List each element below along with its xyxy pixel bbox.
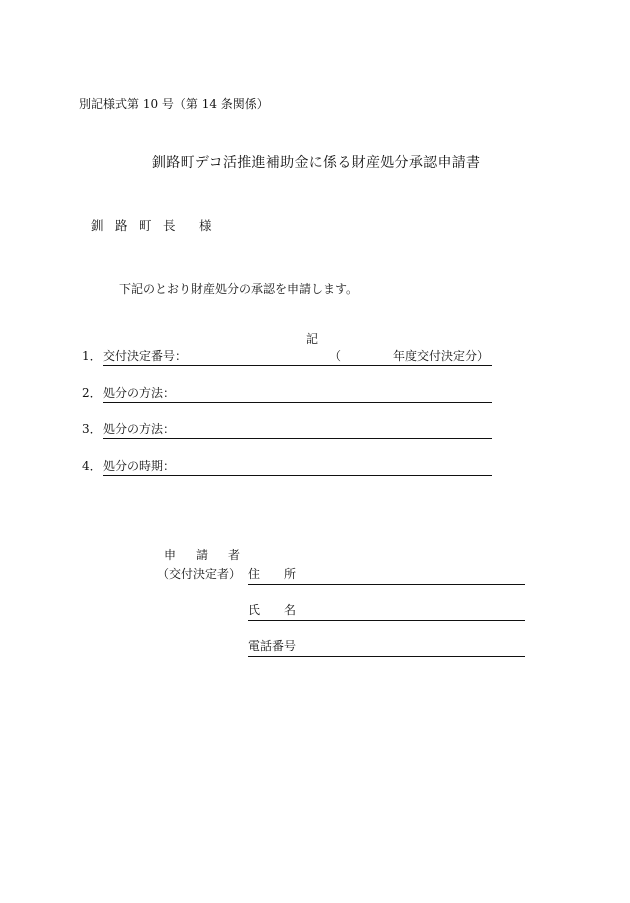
applicant-label: [164, 549, 240, 561]
name-label: 氏 名: [248, 603, 297, 617]
phone-label: 電話番号: [248, 639, 297, 653]
applicant-char: 請: [196, 548, 209, 562]
applicant-sub-label: （交付決定者）: [157, 567, 242, 581]
addressee-char: 釧: [91, 218, 104, 233]
item-number: 1．: [82, 349, 102, 363]
phone-field[interactable]: [248, 640, 525, 657]
grant-number-field[interactable]: [103, 350, 492, 366]
name-field[interactable]: [248, 604, 525, 621]
disposal-method-field[interactable]: [103, 387, 492, 403]
applicant-char: 申: [164, 548, 177, 562]
addressee-char: 長: [163, 218, 176, 233]
addressee-char: 町: [139, 218, 152, 233]
item-number: 4．: [82, 459, 102, 473]
disposal-timing-field[interactable]: [103, 460, 492, 476]
fiscal-year-label: 年度交付決定分）: [393, 349, 490, 363]
addressee-char: 路: [115, 218, 128, 233]
ki-heading: 記: [306, 332, 319, 346]
field-label: 処分の方法：: [103, 386, 176, 400]
field-label: 交付決定番号：: [103, 349, 188, 363]
paren-open: （: [329, 349, 342, 363]
applicant-char: 者: [228, 548, 241, 562]
field-label: 処分の方法：: [103, 422, 176, 436]
document-title: 釧路町デコ活推進補助金に係る財産処分承認申請書: [152, 155, 481, 171]
address-field[interactable]: [248, 568, 525, 585]
address-label: 住 所: [248, 567, 297, 581]
item-number: 3．: [82, 422, 102, 436]
field-label: 処分の時期：: [103, 459, 176, 473]
item-number: 2．: [82, 386, 102, 400]
addressee: [91, 220, 212, 233]
addressee-honorific: 様: [199, 218, 212, 233]
form-number: 別記様式第 10 号（第 14 条関係）: [79, 97, 269, 111]
disposal-method-field-2[interactable]: [103, 423, 492, 439]
intro-text: 下記のとおり財産処分の承認を申請します。: [119, 282, 359, 296]
